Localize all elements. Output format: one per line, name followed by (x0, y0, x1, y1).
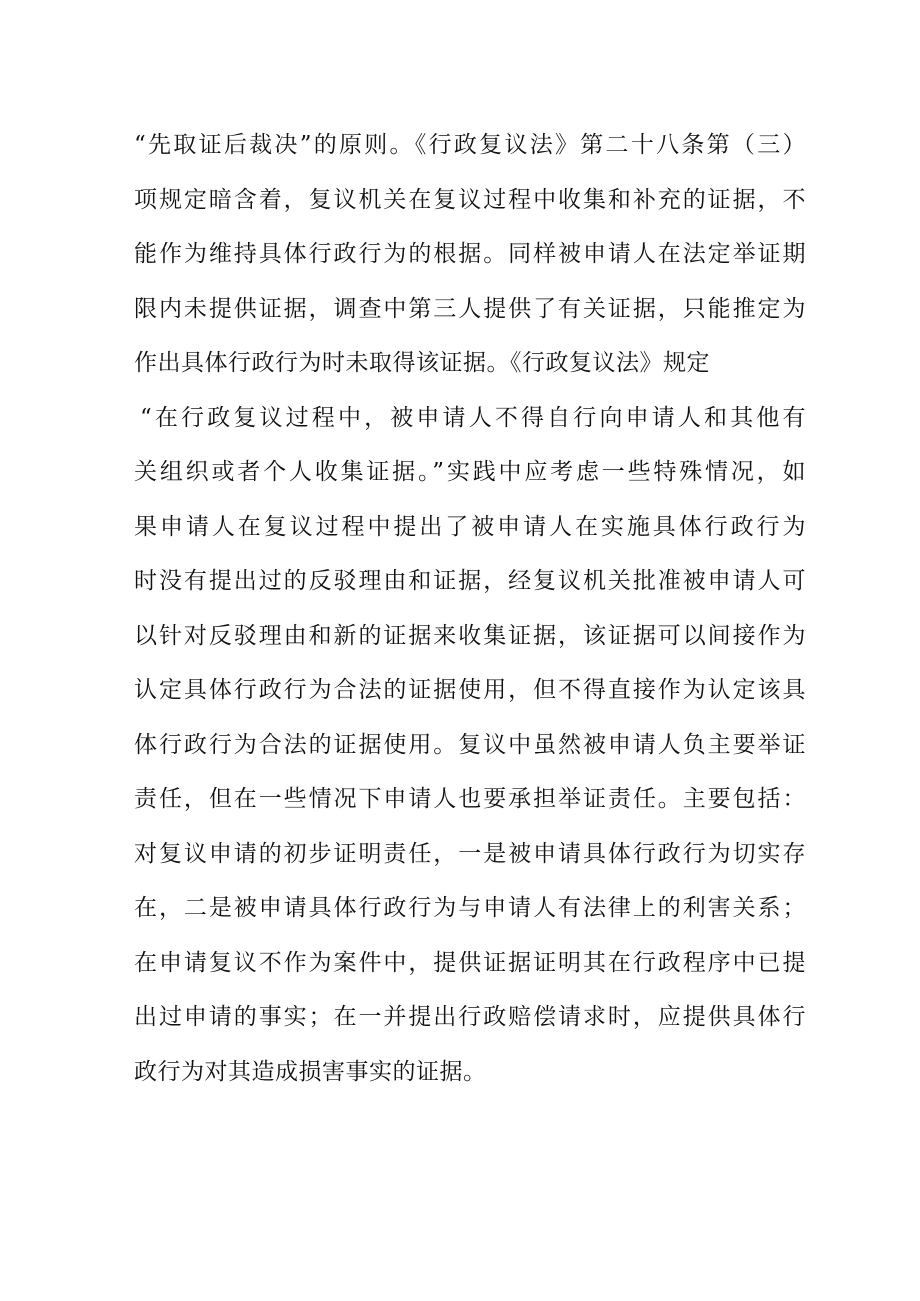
text-line: 时没有提出过的反驳理由和证据，经复议机关批准被申请人可 (134, 568, 806, 594)
text-line: 政行为对其造成损害事实的证据。 (134, 1058, 487, 1085)
body-paragraph (134, 118, 806, 1099)
text-line: 关组织或者个人收集证据。”实践中应考虑一些特殊情况，如 (134, 459, 806, 485)
text-line: 在，二是被申请具体行政行为与申请人有法律上的利害关系； (134, 895, 806, 921)
text-line: 果申请人在复议过程中提出了被申请人在实施具体行政行为 (134, 513, 806, 540)
text-line: 出过申请的事实；在一并提出行政赔偿请求时，应提供具体行 (134, 1004, 806, 1030)
text-line: “先取证后裁决”的原则。《行政复议法》第二十八条第（三） (134, 132, 806, 158)
text-line: 以针对反驳理由和新的证据来收集证据，该证据可以间接作为 (134, 622, 806, 649)
text-line: “在行政复议过程中，被申请人不得自行向申请人和其他有 (140, 404, 806, 431)
text-line: 能作为维持具体行政行为的根据。同样被申请人在法定举证期 (134, 241, 806, 267)
text-line: 对复议申请的初步证明责任，一是被申请具体行政行为切实存 (134, 840, 806, 867)
text-line: 体行政行为合法的证据使用。复议中虽然被申请人负主要举证 (134, 731, 806, 758)
text-line: 在申请复议不作为案件中，提供证据证明其在行政程序中已提 (134, 949, 806, 976)
text-line: 作出具体行政行为时未取得该证据。《行政复议法》规定 (134, 350, 710, 376)
text-line: 项规定暗含着，复议机关在复议过程中收集和补充的证据，不 (134, 186, 806, 213)
text-line: 认定具体行政行为合法的证据使用，但不得直接作为认定该具 (134, 677, 806, 703)
text-line: 限内未提供证据，调查中第三人提供了有关证据，只能推定为 (134, 295, 806, 322)
text-line: 责任，但在一些情况下申请人也要承担举证责任。主要包括： (134, 786, 806, 812)
